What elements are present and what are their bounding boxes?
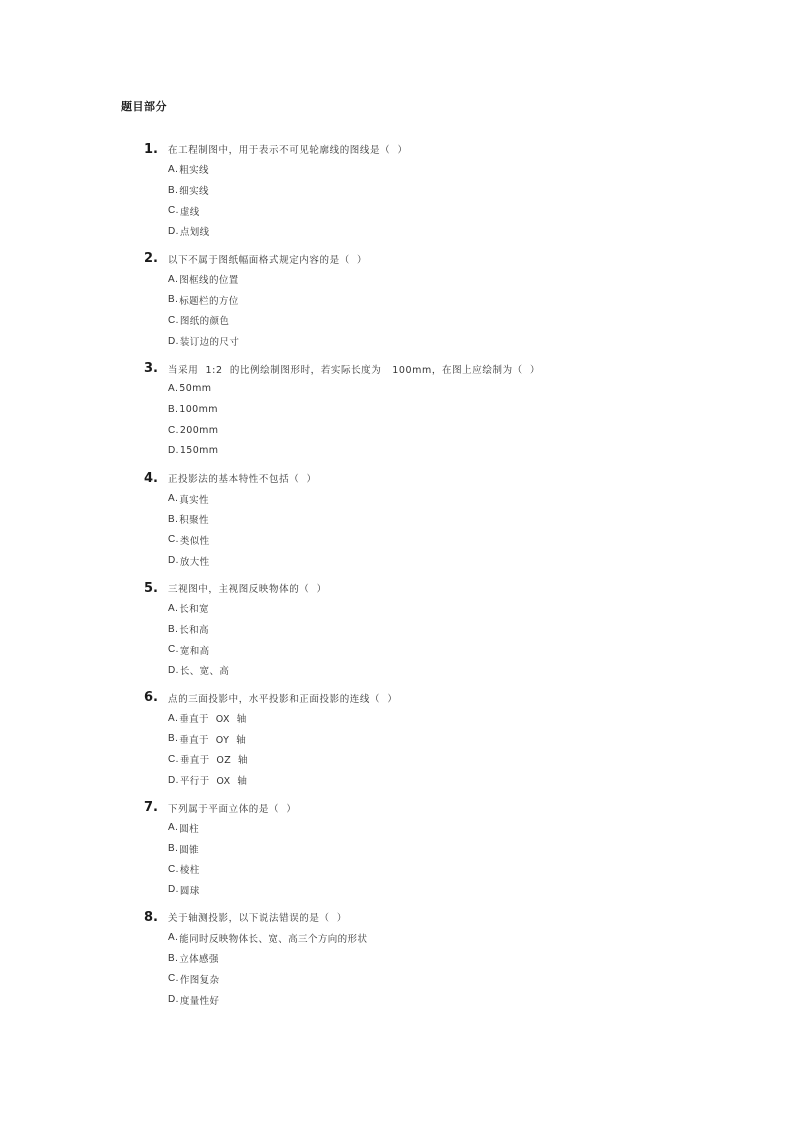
- question-text: 在工程制图中，用于表示不可见轮廓线的图线是（ ）: [168, 145, 408, 156]
- option-b: [144, 619, 704, 640]
- option-d: [144, 331, 704, 352]
- option-letter: C.: [168, 863, 179, 875]
- option-text: 平行于 OX 轴: [179, 776, 248, 788]
- question-text: 当采用 1:2 的比例绘制图形时，若实际长度为 100mm，在图上应绘制为（ ）: [168, 364, 541, 376]
- question-3: [144, 359, 704, 462]
- option-letter: D.: [168, 335, 179, 347]
- question-5: [144, 578, 704, 681]
- option-text: 度量性好: [179, 995, 220, 1007]
- option-c: [144, 639, 704, 660]
- option-text: 100mm: [179, 404, 218, 416]
- option-letter: A.: [168, 493, 179, 505]
- option-c: [144, 200, 704, 221]
- option-letter: C.: [168, 644, 179, 656]
- option-letter: B.: [168, 843, 179, 855]
- option-d: [144, 660, 704, 681]
- option-c: [144, 969, 704, 990]
- section-title: 题目部分: [121, 100, 167, 113]
- option-text: 长和宽: [179, 604, 209, 616]
- option-letter: D.: [168, 774, 179, 786]
- option-d: [144, 441, 704, 462]
- option-letter: B.: [168, 404, 179, 416]
- question-4: [144, 468, 704, 571]
- question-header: [144, 578, 704, 598]
- option-text: 垂直于 OX 轴: [179, 714, 247, 726]
- option-text: 积聚性: [179, 515, 209, 527]
- option-text: 图纸的颜色: [179, 316, 230, 328]
- option-letter: D.: [168, 664, 179, 676]
- option-a: [144, 379, 704, 400]
- question-header: [144, 249, 704, 269]
- question-2: [144, 249, 704, 352]
- option-d: [144, 221, 704, 242]
- question-6: [144, 688, 704, 791]
- option-text: 能同时反映物体长、宽、高三个方向的形状: [179, 933, 368, 945]
- option-a: [144, 927, 704, 948]
- option-d: [144, 880, 704, 901]
- option-c: [144, 749, 704, 770]
- question-text: 正投影法的基本特性不包括（ ）: [168, 474, 317, 486]
- question-header: [144, 139, 704, 159]
- option-b: [144, 838, 704, 859]
- option-text: 长和高: [179, 625, 209, 637]
- option-text: 作图复杂: [179, 974, 220, 986]
- option-letter: D.: [168, 225, 179, 237]
- option-text: 图框线的位置: [179, 275, 239, 287]
- option-b: [144, 948, 704, 969]
- question-text: 下列属于平面立体的是（ ）: [168, 803, 297, 815]
- option-text: 类似性: [179, 535, 210, 547]
- option-text: 垂直于 OY 轴: [179, 734, 247, 746]
- option-text: 立体感强: [179, 954, 219, 966]
- question-number: 4.: [144, 470, 158, 486]
- option-letter: B.: [168, 184, 179, 196]
- question-number: 2.: [144, 251, 158, 267]
- option-text: 标题栏的方位: [179, 295, 239, 307]
- option-letter: C.: [168, 534, 179, 546]
- option-letter: C.: [168, 753, 179, 765]
- option-text: 垂直于 OZ 轴: [179, 755, 248, 767]
- option-letter: A.: [168, 163, 179, 175]
- option-c: [144, 859, 704, 880]
- question-number: 7.: [144, 800, 158, 815]
- option-a: [144, 159, 704, 180]
- question-8: [144, 907, 704, 1010]
- option-b: [144, 180, 704, 201]
- option-text: 粗实线: [179, 165, 209, 177]
- option-text: 圆柱: [179, 823, 200, 835]
- option-letter: C.: [168, 973, 179, 985]
- option-text: 虚线: [179, 206, 200, 218]
- question-text: 点的三面投影中，水平投影和正面投影的连线（ ）: [168, 693, 398, 705]
- option-text: 150mm: [179, 445, 219, 457]
- option-letter: A.: [168, 602, 179, 614]
- question-header: [144, 688, 704, 708]
- option-a: [144, 818, 704, 839]
- option-a: [144, 708, 704, 729]
- option-letter: C.: [168, 205, 179, 217]
- question-list: [144, 139, 704, 1017]
- option-letter: A.: [168, 712, 179, 724]
- option-d: [144, 989, 704, 1010]
- option-text: 棱柱: [179, 865, 200, 877]
- option-text: 长、宽、高: [179, 666, 230, 678]
- question-1: [144, 139, 704, 242]
- option-a: [144, 488, 704, 509]
- question-number: 1.: [144, 141, 158, 157]
- option-a: [144, 598, 704, 619]
- question-header: [144, 907, 704, 927]
- option-letter: D.: [168, 555, 179, 567]
- option-letter: D.: [168, 445, 179, 457]
- option-letter: A.: [168, 383, 179, 395]
- option-b: [144, 509, 704, 530]
- option-text: 点划线: [179, 227, 210, 239]
- option-b: [144, 399, 704, 420]
- option-letter: A.: [168, 273, 179, 285]
- option-d: [144, 770, 704, 791]
- question-number: 6.: [144, 690, 158, 706]
- option-letter: D.: [168, 884, 179, 896]
- option-letter: B.: [168, 623, 179, 635]
- option-text: 放大性: [179, 556, 210, 568]
- option-c: [144, 530, 704, 551]
- question-text: 关于轴测投影，以下说法错误的是（ ）: [168, 913, 347, 925]
- option-c: [144, 310, 704, 331]
- option-letter: C.: [168, 314, 179, 326]
- question-number: 3.: [144, 361, 158, 376]
- option-text: 50mm: [179, 383, 212, 395]
- option-letter: D.: [168, 994, 179, 1006]
- question-header: [144, 798, 704, 818]
- option-b: [144, 728, 704, 749]
- option-text: 细实线: [179, 186, 209, 198]
- option-letter: A.: [168, 822, 179, 834]
- question-header: [144, 359, 704, 379]
- question-header: [144, 468, 704, 488]
- option-text: 圆球: [179, 885, 200, 897]
- option-text: 真实性: [179, 494, 209, 506]
- option-d: [144, 550, 704, 571]
- option-c: [144, 420, 704, 441]
- option-text: 200mm: [179, 424, 219, 436]
- question-7: [144, 798, 704, 901]
- option-text: 宽和高: [179, 645, 210, 657]
- question-text: 以下不属于图纸幅面格式规定内容的是（ ）: [168, 254, 368, 266]
- question-number: 5.: [144, 580, 158, 596]
- option-b: [144, 289, 704, 310]
- option-text: 装订边的尺寸: [179, 337, 240, 349]
- option-letter: B.: [168, 513, 179, 525]
- option-letter: A.: [168, 932, 179, 944]
- option-letter: B.: [168, 952, 179, 964]
- question-number: 8.: [144, 909, 158, 925]
- question-text: 三视图中，主视图反映物体的（ ）: [168, 584, 327, 595]
- option-a: [144, 269, 704, 290]
- option-letter: B.: [168, 294, 179, 306]
- option-text: 圆锥: [179, 844, 200, 856]
- option-letter: C.: [168, 424, 179, 436]
- option-letter: B.: [168, 733, 179, 745]
